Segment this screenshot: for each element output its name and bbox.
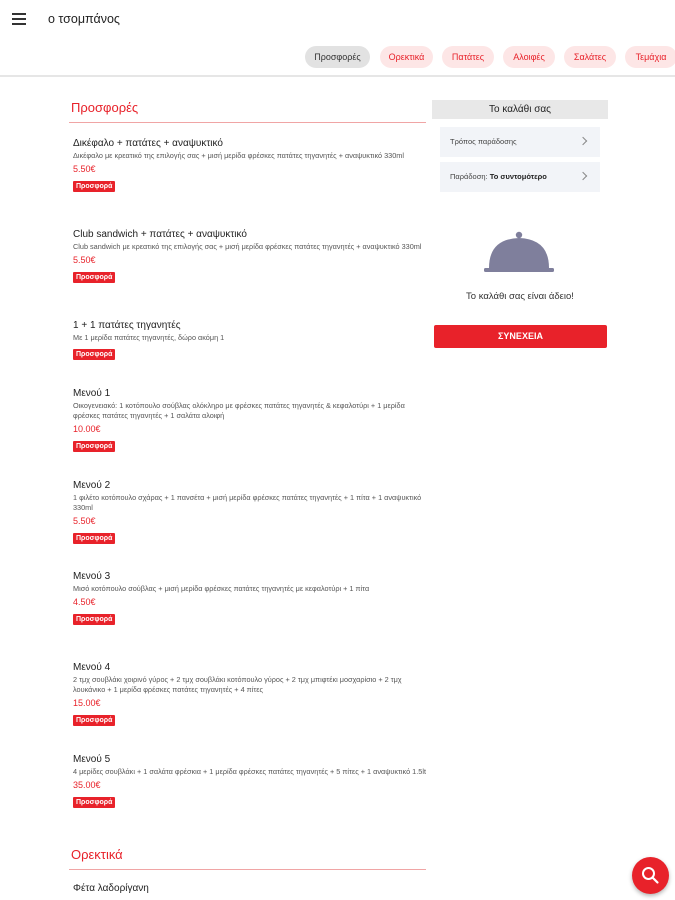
offer-badge: Προσφορά [73, 797, 115, 808]
tab-pieces[interactable]: Τεμάχια [625, 46, 675, 68]
cloche-icon [484, 230, 554, 275]
menu-item[interactable] [73, 387, 428, 453]
item-price: 5.50€ [73, 255, 96, 265]
tab-fries[interactable]: Πατάτες [442, 46, 494, 68]
offer-badge: Προσφορά [73, 272, 115, 283]
search-icon [632, 857, 669, 894]
tab-salads[interactable]: Σαλάτες [564, 46, 616, 68]
item-description: 1 φιλέτο κοτόπουλο σχάρας + 1 πανσέτα + μισή μερίδα φρέσκες πατάτες τηγανητές + 1 πίτα + 1 αναψυκτικό 330ml [73, 493, 422, 512]
item-name: Μενού 1 [73, 388, 111, 399]
item-price: 15.00€ [73, 698, 101, 708]
section-divider [69, 869, 426, 870]
offer-badge: Προσφορά [73, 181, 115, 192]
tab-offers[interactable]: Προσφορές [305, 46, 370, 68]
item-name: Μενού 2 [73, 480, 111, 491]
delivery-mode-label: Τρόπος παράδοσης [450, 137, 517, 146]
category-tabs [0, 46, 675, 68]
delivery-time-row[interactable] [440, 162, 600, 192]
item-description: Με 1 μερίδα πατάτες τηγανητές, δώρο ακόμη 1 [73, 333, 225, 342]
delivery-mode-row[interactable] [440, 127, 600, 157]
item-price: 10.00€ [73, 424, 101, 434]
offer-badge: Προσφορά [73, 533, 115, 544]
menu-item[interactable] [73, 753, 428, 809]
item-description: 4 μερίδες σουβλάκι + 1 σαλάτα φρέσκια + 1 μερίδα φρέσκες πατάτες τηγανητές + 5 πίτες + 1 αναψυκτικό 1.5lt [73, 767, 426, 776]
cart-title: Το καλάθι σας [432, 100, 608, 119]
section-divider [69, 122, 426, 123]
item-price: 35.00€ [73, 780, 101, 790]
item-description: Club sandwich με κρεατικό της επιλογής σας + μισή μερίδα φρέσκες πατάτες τηγανητές + αναψυκτικό 330ml [73, 242, 422, 251]
empty-cart-message: Το καλάθι σας είναι άδειο! [466, 291, 574, 302]
delivery-time-prefix: Παράδοση: [450, 172, 488, 181]
menu-item[interactable] [73, 319, 428, 361]
item-name: Φέτα λαδορίγανη [73, 883, 149, 894]
search-button[interactable] [632, 857, 669, 894]
app-bar [0, 0, 675, 40]
item-price: 5.50€ [73, 516, 96, 526]
item-name: Μενού 5 [73, 754, 111, 765]
item-name: Δικέφαλο + πατάτες + αναψυκτικό [73, 138, 223, 149]
item-price: 4.50€ [73, 597, 96, 607]
item-description: Δικέφαλο με κρεατικό της επιλογής σας + μισή μερίδα φρέσκες πατάτες τηγανητές + αναψυκτικό 330ml [73, 151, 404, 160]
menu-item[interactable] [73, 661, 428, 727]
menu-item[interactable] [73, 228, 428, 284]
tab-spreads[interactable]: Αλοιφές [503, 46, 555, 68]
chevron-right-icon [579, 172, 587, 180]
offer-badge: Προσφορά [73, 349, 115, 360]
header-divider [0, 75, 675, 77]
offer-badge: Προσφορά [73, 441, 115, 452]
item-name: 1 + 1 πατάτες τηγανητές [73, 320, 181, 331]
continue-button[interactable]: ΣΥΝΕΧΕΙΑ [434, 325, 607, 348]
offer-badge: Προσφορά [73, 614, 115, 625]
menu-item[interactable] [73, 570, 428, 626]
tab-appetizers[interactable]: Ορεκτικά [380, 46, 433, 68]
item-description: Μισό κοτόπουλο σούβλας + μισή μερίδα φρέσκες πατάτες τηγανητές με κεφαλοτύρι + 1 πίτα [73, 584, 370, 593]
chevron-right-icon [579, 137, 587, 145]
hamburger-menu-icon[interactable] [12, 13, 26, 25]
item-name: Μενού 4 [73, 662, 111, 673]
delivery-time-label [450, 172, 547, 181]
item-price: 5.50€ [73, 164, 96, 174]
item-description: 2 τμχ σουβλάκι χοιρινό γύρος + 2 τμχ σουβλάκι κοτόπουλο γύρος + 2 τμχ μπιφτέκι μοσχαρίσιο + 2 τμχ λουκάνικο + 1 μερίδα φρέσκες πατάτες τηγανητές + 4 πίτες [73, 675, 402, 694]
offer-badge: Προσφορά [73, 715, 115, 726]
item-name: Μενού 3 [73, 571, 111, 582]
item-description: Οικογενειακό: 1 κοτόπουλο σούβλας ολόκληρο με φρέσκες πατάτες τηγανητές & κεφαλοτύρι + 1 μερίδα φρέσκες πατάτες τηγανητές + 1 σαλάτα αλοιφή [73, 401, 405, 420]
item-name: Club sandwich + πατάτες + αναψυκτικό [73, 229, 247, 240]
delivery-time-value: Το συντομότερο [489, 172, 547, 181]
menu-item[interactable] [73, 882, 428, 895]
app-title: ο τσομπάνος [48, 12, 120, 26]
section-title-appetizers: Ορεκτικά [71, 847, 123, 862]
menu-item[interactable] [73, 479, 428, 545]
menu-item[interactable] [73, 137, 428, 193]
section-title-offers: Προσφορές [71, 100, 139, 115]
